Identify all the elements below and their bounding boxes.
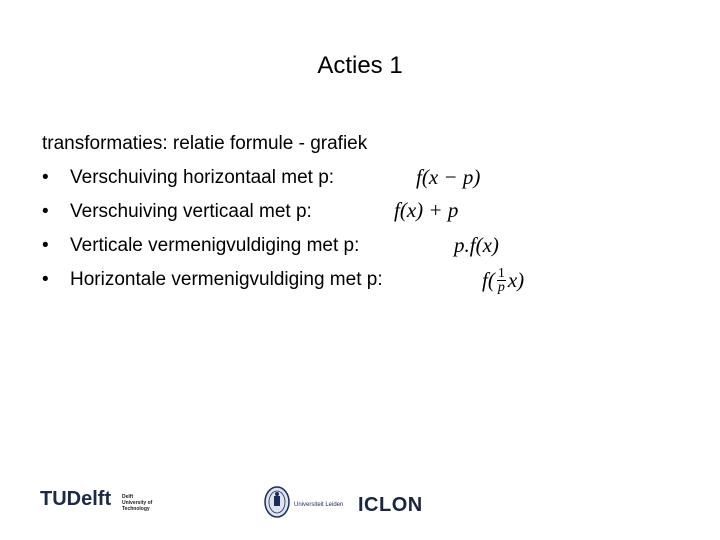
bullet-text: Verschuiving verticaal met p: xyxy=(70,201,312,222)
bullet-marker: • xyxy=(42,269,49,290)
bullet-text: Verschuiving horizontaal met p: xyxy=(70,167,335,188)
formula xyxy=(482,265,525,296)
bullet-marker: • xyxy=(42,167,49,188)
leiden-seal-icon xyxy=(264,486,290,518)
tudelft-subtitle: Delft University of Technology xyxy=(122,494,153,512)
tudelft-logo xyxy=(40,488,153,512)
footer-logos xyxy=(0,480,720,530)
iclon-logo: ICLON xyxy=(358,494,423,516)
formula-suffix: x) xyxy=(507,268,525,292)
fraction-denominator: p xyxy=(497,279,505,295)
formula: f(x) + p xyxy=(394,198,459,222)
intro-line: transformaties: relatie formule - grafiek xyxy=(42,133,368,154)
bullet-text: Verticale vermenigvuldiging met p: xyxy=(70,235,360,256)
leiden-logo-text: Universiteit Leiden xyxy=(294,502,344,508)
bullet-text: Horizontale vermenigvuldiging met p: xyxy=(70,269,383,290)
formula-prefix: f( xyxy=(482,268,495,292)
slide-title: Acties 1 xyxy=(317,52,403,79)
fraction xyxy=(497,267,506,294)
formula: p.f(x) xyxy=(454,233,499,257)
fraction-numerator: 1 xyxy=(497,265,505,281)
tudelft-mark: TUDelft xyxy=(40,488,112,510)
bullet-marker: • xyxy=(42,201,49,222)
formula: f(x − p) xyxy=(416,165,481,189)
bullet-marker: • xyxy=(42,235,49,256)
